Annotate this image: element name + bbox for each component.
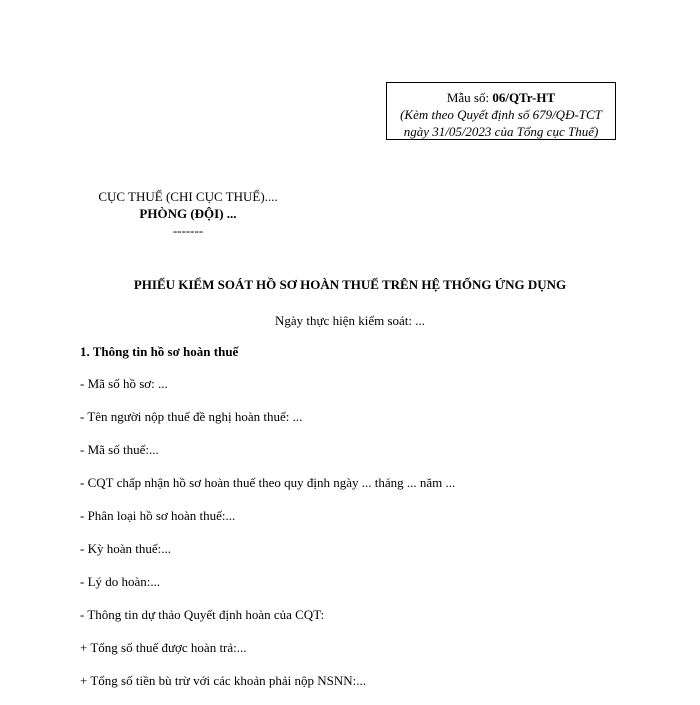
attachment-date-line: ngày 31/05/2023 của Tổng cục Thuế) [403,124,599,139]
field-draft-decision-info: - Thông tin dự thảo Quyết định hoàn của CQT: [80,607,325,622]
field-total-offset-amount: + Tổng số tiền bù trừ với các khoản phải nộp NSNN:... [80,673,367,688]
form-number-prefix: Mẫu số: [446,90,493,105]
refund-info-field-list [80,375,455,705]
agency-name: CỤC THUẾ (CHI CỤC THUẾ).... [98,189,278,204]
field-total-refund-amount: + Tổng số thuế được hoàn trả:... [80,640,247,655]
department-name: PHÒNG (ĐỘI) ... [139,206,237,221]
field-dossier-code: - Mã số hồ sơ: ... [80,376,168,391]
document-title: PHIẾU KIỂM SOÁT HỒ SƠ HOÀN THUẾ TRÊN HỆ THỐNG ỨNG DỤNG [133,277,567,292]
attachment-decision-line: (Kèm theo Quyết định số 679/QĐ-TCT [400,107,602,122]
field-tax-code: - Mã số thuế:... [80,442,159,457]
field-dossier-classification: - Phân loại hồ sơ hoàn thuế:... [80,508,236,523]
issuing-agency-header [78,188,298,239]
section-heading-refund-info: 1. Thông tin hồ sơ hoàn thuế [80,344,239,359]
field-taxpayer-name: - Tên người nộp thuế đề nghị hoàn thuế: ... [80,409,303,424]
form-number: 06/QTr-HT [492,90,556,105]
inspection-date-line: Ngày thực hiện kiểm soát: ... [274,313,425,328]
field-refund-period: - Kỳ hoàn thuế:... [80,541,171,556]
header-separator: ------- [172,223,204,238]
field-acceptance-date: - CQT chấp nhận hồ sơ hoàn thuế theo quy định ngày ... tháng ... năm ... [80,475,456,490]
field-refund-reason: - Lý do hoàn:... [80,574,161,589]
form-number-line [387,89,615,106]
form-number-box [386,82,616,140]
